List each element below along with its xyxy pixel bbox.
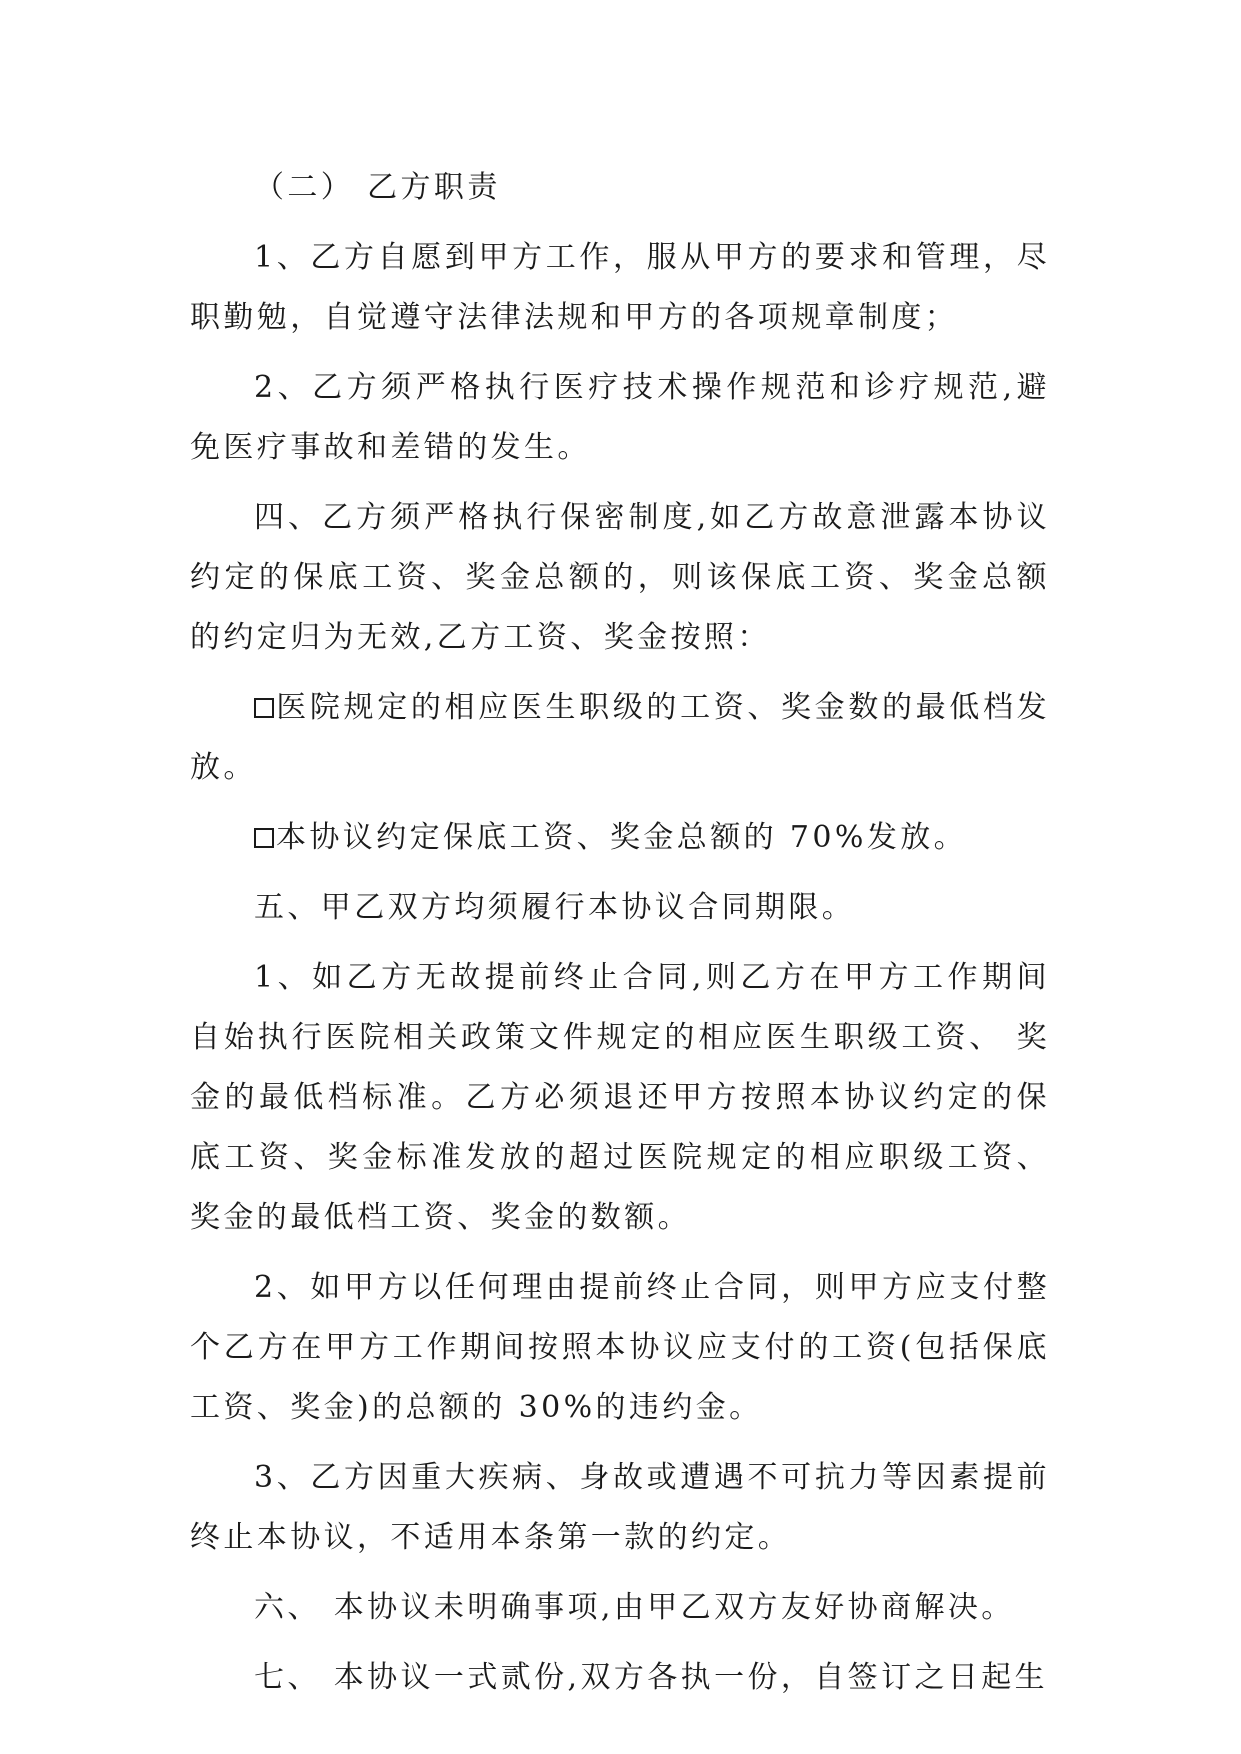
clause-confidentiality: 四、乙方须严格执行保密制度,如乙方故意泄露本协议约定的保底工资、奖金总额的，则该保底工资、奖金总额的约定归为无效,乙方工资、奖金按照：	[190, 500, 1050, 655]
clause-medical-norms: 2、乙方须严格执行医疗技术操作规范和诊疗规范,避免医疗事故和差错的发生。	[190, 370, 1050, 465]
section-heading-party-b-duties: （二） 乙方职责	[254, 170, 501, 205]
clause-copies-effective: 七、 本协议一式贰份,双方各执一份，自签订之日起生	[254, 1660, 1049, 1695]
document-body	[190, 158, 1050, 1708]
option-hospital-minimum-grade	[190, 678, 1050, 798]
checkbox-icon[interactable]	[254, 698, 274, 718]
checkbox-icon[interactable]	[254, 828, 274, 848]
clause-contract-term: 五、甲乙双方均须履行本协议合同期限。	[254, 890, 856, 925]
clause-force-majeure: 3、乙方因重大疾病、身故或遭遇不可抗力等因素提前终止本协议，不适用本条第一款的约定。	[190, 1460, 1050, 1555]
clause-party-b-obedience: 1、乙方自愿到甲方工作，服从甲方的要求和管理，尽职勤勉，自觉遵守法律法规和甲方的各项规章制度；	[190, 240, 1050, 335]
clause-unspecified-matters: 六、 本协议未明确事项,由甲乙双方友好协商解决。	[254, 1590, 1015, 1625]
option-label: 本协议约定保底工资、奖金总额的 70%发放。	[276, 820, 968, 855]
option-seventy-percent	[190, 808, 1050, 868]
clause-party-b-early-termination: 1、如乙方无故提前终止合同,则乙方在甲方工作期间自始执行医院相关政策文件规定的相应医生职级工资、 奖金的最低档标准。乙方必须退还甲方按照本协议约定的保底工资、奖金标准发放的超过医院规定的相应职级工资、奖金的最低档工资、奖金的数额。	[190, 960, 1050, 1235]
clause-party-a-early-termination: 2、如甲方以任何理由提前终止合同，则甲方应支付整个乙方在甲方工作期间按照本协议应支付的工资(包括保底工资、奖金)的总额的 30%的违约金。	[190, 1270, 1050, 1425]
option-label: 医院规定的相应医生职级的工资、奖金数的最低档发放。	[190, 690, 1050, 785]
